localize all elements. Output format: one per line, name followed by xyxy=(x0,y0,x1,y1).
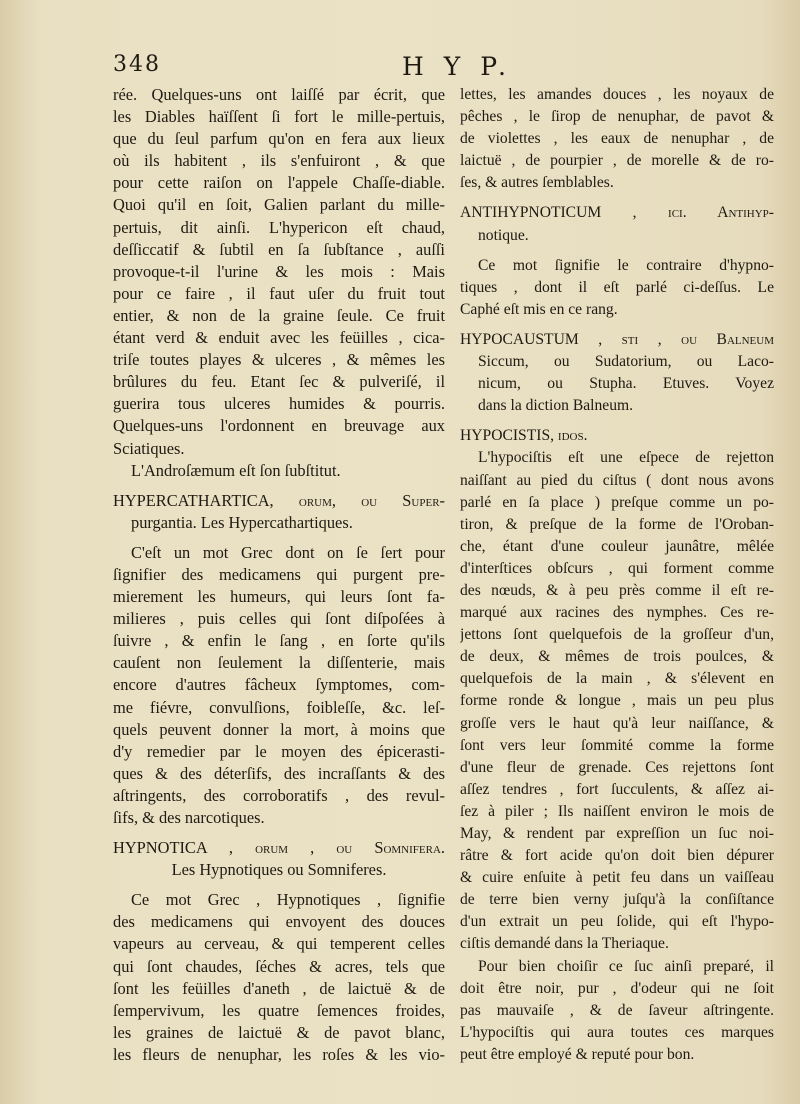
text-line: ſignifier des medicamens qui purgent pre- xyxy=(113,564,445,584)
entry-heading: Les Hypnotiques ou Somniferes. xyxy=(171,860,387,880)
text-line: Sciatiques. xyxy=(113,438,185,458)
entry-heading: nicum, ou Stupha. Etuves. Voyez xyxy=(478,375,774,393)
text-line: Quoi qu'il en ſoit, Galien parlant du mille- xyxy=(113,195,445,215)
text-line: les graines de laictuë & de pavot blanc, xyxy=(113,1022,445,1042)
text-line: où ils habitent , ils s'enfuiront , & que xyxy=(113,151,445,171)
entry-heading: dans la diction Balneum. xyxy=(478,397,634,415)
text-line: Ce mot ſignifie le contraire d'hypno- xyxy=(478,256,774,274)
text-line: jettons ſont quelquefois de la groſſeur d'un, xyxy=(460,626,774,644)
text-line: L'Androſæmum eſt ſon ſubſtitut. xyxy=(131,460,341,480)
text-line: tiques , dont il eſt parlé ci-deſſus. Le xyxy=(460,278,774,296)
page-number: 348 xyxy=(113,52,161,77)
text-line: encore d'autres fâcheux ſymptomes, com- xyxy=(113,675,445,695)
text-line: L'hypociſtis eſt une eſpece de rejetton xyxy=(478,449,774,467)
text-line: L'hypociſtis qui aura toutes ces marques xyxy=(460,1023,774,1041)
text-line: rée. Quelques-uns ont laiſſé par écrit, que xyxy=(113,85,445,104)
right-column xyxy=(460,84,774,1066)
text-line: pertuis, dit ainſi. L'hypericon eſt chaud, xyxy=(113,217,445,237)
entry-heading: HYPERCATHARTICA, orum, ou Super- xyxy=(113,490,445,510)
text-line: laictuë , de pourpier , de morelle & de ro- xyxy=(460,152,774,170)
text-line: provoque-t-il l'urine & les mois : Mais xyxy=(113,261,445,281)
text-line: vapeurs au cerveau, & qui temperent celles xyxy=(113,934,445,954)
text-line: doit être noir, pur , d'odeur qui ne ſoit xyxy=(460,979,774,997)
text-line: quels peuvent donner la mort, à moins que xyxy=(113,719,445,739)
running-title: H Y P. xyxy=(402,52,512,81)
text-line: d'y remedier par le moyen des épicerasti- xyxy=(113,741,445,761)
text-line: aſſez tendres , fort ſucculents, & aſſez ai- xyxy=(460,780,774,798)
text-line: ſont vers leur ſommité comme la forme xyxy=(460,736,774,754)
text-line: des medicamens qui envoyent des douces xyxy=(113,912,445,932)
text-line: mierement les humeurs, qui leurs ſont fa- xyxy=(113,587,445,607)
entry-heading: Siccum, ou Sudatorium, ou Laco- xyxy=(478,353,774,371)
text-line: pour cette raiſon on l'appele Chaſſe-diable. xyxy=(113,173,445,193)
entry-heading: HYPNOTICA , orum , ou Somnifera. xyxy=(113,838,445,858)
entry-heading: HYPOCAUSTUM , ſti , ou Balneum xyxy=(460,330,774,348)
text-line: C'eſt un mot Grec dont on ſe ſert pour xyxy=(131,542,445,562)
text-line: groſſe vers le haut qu'à leur naiſſance, & xyxy=(460,714,774,732)
page-header xyxy=(113,52,773,82)
text-line: che, étant d'une couleur jaunâtre, mêlée xyxy=(460,537,774,555)
text-line: me fiévre, convulſions, foibleſſe, &c. leſ- xyxy=(113,697,445,717)
text-line: ſes, & autres ſemblables. xyxy=(460,174,614,192)
text-line: Quelques-uns l'ordonnent en breuvage aux xyxy=(113,416,445,436)
text-line: entier, & non de la graine ſeule. Ce fruit xyxy=(113,305,445,325)
text-line: ſez à piler ; Ils naiſſent environ le mois de xyxy=(460,802,774,820)
text-line: d'un extrait un peu ſolide, qui eſt l'hypo- xyxy=(460,913,774,931)
text-line: naiſſant au pied du ciſtus ( dont nous avons xyxy=(460,471,774,489)
text-line: les Diables haïſſent ſi fort le mille-pertuis, xyxy=(113,107,445,127)
text-line: étant verd & enduit avec les feüilles , cica- xyxy=(113,328,445,348)
text-line: de deux, & mêmes de trois poulces, & xyxy=(460,648,774,666)
text-line: Caphé eſt mis en ce rang. xyxy=(460,300,618,318)
entry-heading: purgantia. Les Hypercathartiques. xyxy=(131,512,353,532)
text-line: pas mauvaiſe , & de ſaveur aſtringente. xyxy=(460,1001,774,1019)
entry-heading: notique. xyxy=(478,226,529,244)
text-line: aſtringents, des corroboratifs , des revul- xyxy=(113,785,445,805)
text-line: peut être employé & reputé pour bon. xyxy=(460,1045,695,1063)
left-column xyxy=(113,84,445,1066)
text-line: de violettes , les eaux de nenuphar , de xyxy=(460,130,774,148)
text-line: ſempervivum, les quatre ſemences froides, xyxy=(113,1000,445,1020)
text-line: ques & des déterſifs, des incraſſants & des xyxy=(113,763,445,783)
text-line: triſe toutes playes & ulceres , & mêmes les xyxy=(113,350,445,370)
text-line: d'interſtices obſcurs , qui forment comme xyxy=(460,559,774,577)
text-line: pêches , le ſirop de nenuphar, de pavot & xyxy=(460,108,774,126)
text-line: & cuire enſuite à petit feu dans un vaiſſeau xyxy=(460,869,774,887)
text-line: deſſiccatif & ſubtil en ſa ſubſtance , auſſi xyxy=(113,239,445,259)
text-line: tiron, & preſque de la forme de l'Oroban- xyxy=(460,515,774,533)
text-line: parlé en ſa place ) preſque comme un po- xyxy=(460,493,774,511)
text-line: râtre & fort acide qu'on doit bien dépurer xyxy=(460,847,774,865)
text-line: ſont les feüilles d'aneth , de laictuë & de xyxy=(113,978,445,998)
text-line: ciſtis demandé dans la Theriaque. xyxy=(460,935,669,953)
text-line: May, & rendent par expreſſion un ſuc noi- xyxy=(460,825,774,842)
entry-heading: ANTIHYPNOTICUM , ici. Antihyp- xyxy=(460,204,774,222)
text-line: brûlures du feu. Etant ſec & pulveriſé, il xyxy=(113,372,445,392)
text-line: Pour bien choiſir ce ſuc ainſi preparé, il xyxy=(478,957,774,975)
text-line: des nœuds, & à peu près comme il eſt re- xyxy=(460,581,774,599)
text-line: guerira tous ulceres humides & pourris. xyxy=(113,394,445,414)
text-line: ſifs, & des narcotiques. xyxy=(113,808,265,827)
text-line: lettes, les amandes douces , les noyaux de xyxy=(460,86,774,103)
text-line: milieres , puis celles qui ſont diſpoſées à xyxy=(113,609,445,629)
text-line: forme ronde & longue , mais un peu plus xyxy=(460,692,774,710)
entry-heading: HYPOCISTIS, idos. xyxy=(460,427,588,445)
text-line: cauſent non ſeulement la diſſenterie, mais xyxy=(113,653,445,673)
text-line: ſuivre , & enfin le ſang , en ſorte qu'ils xyxy=(113,631,445,651)
text-line: Ce mot Grec , Hypnotiques , ſignifie xyxy=(131,890,445,910)
text-line: qui ſont chaudes, ſéches & acres, tels que xyxy=(113,956,445,976)
text-line: quelquefois de la main , & s'élevent en xyxy=(460,670,774,688)
text-line: d'une fleur de grenade. Ces rejettons ſont xyxy=(460,758,774,776)
text-line: les fleurs de nenuphar, les roſes & les vio- xyxy=(113,1044,445,1064)
text-line: marqué aux racines des nymphes. Ces re- xyxy=(460,604,774,622)
text-line: pour ce faire , il faut uſer du fruit tout xyxy=(113,283,445,303)
text-line: que du ſeul parfum qu'on en fera aux lieux xyxy=(113,129,445,149)
text-line: de terre bien verny juſqu'à la conſiſtance xyxy=(460,891,774,909)
